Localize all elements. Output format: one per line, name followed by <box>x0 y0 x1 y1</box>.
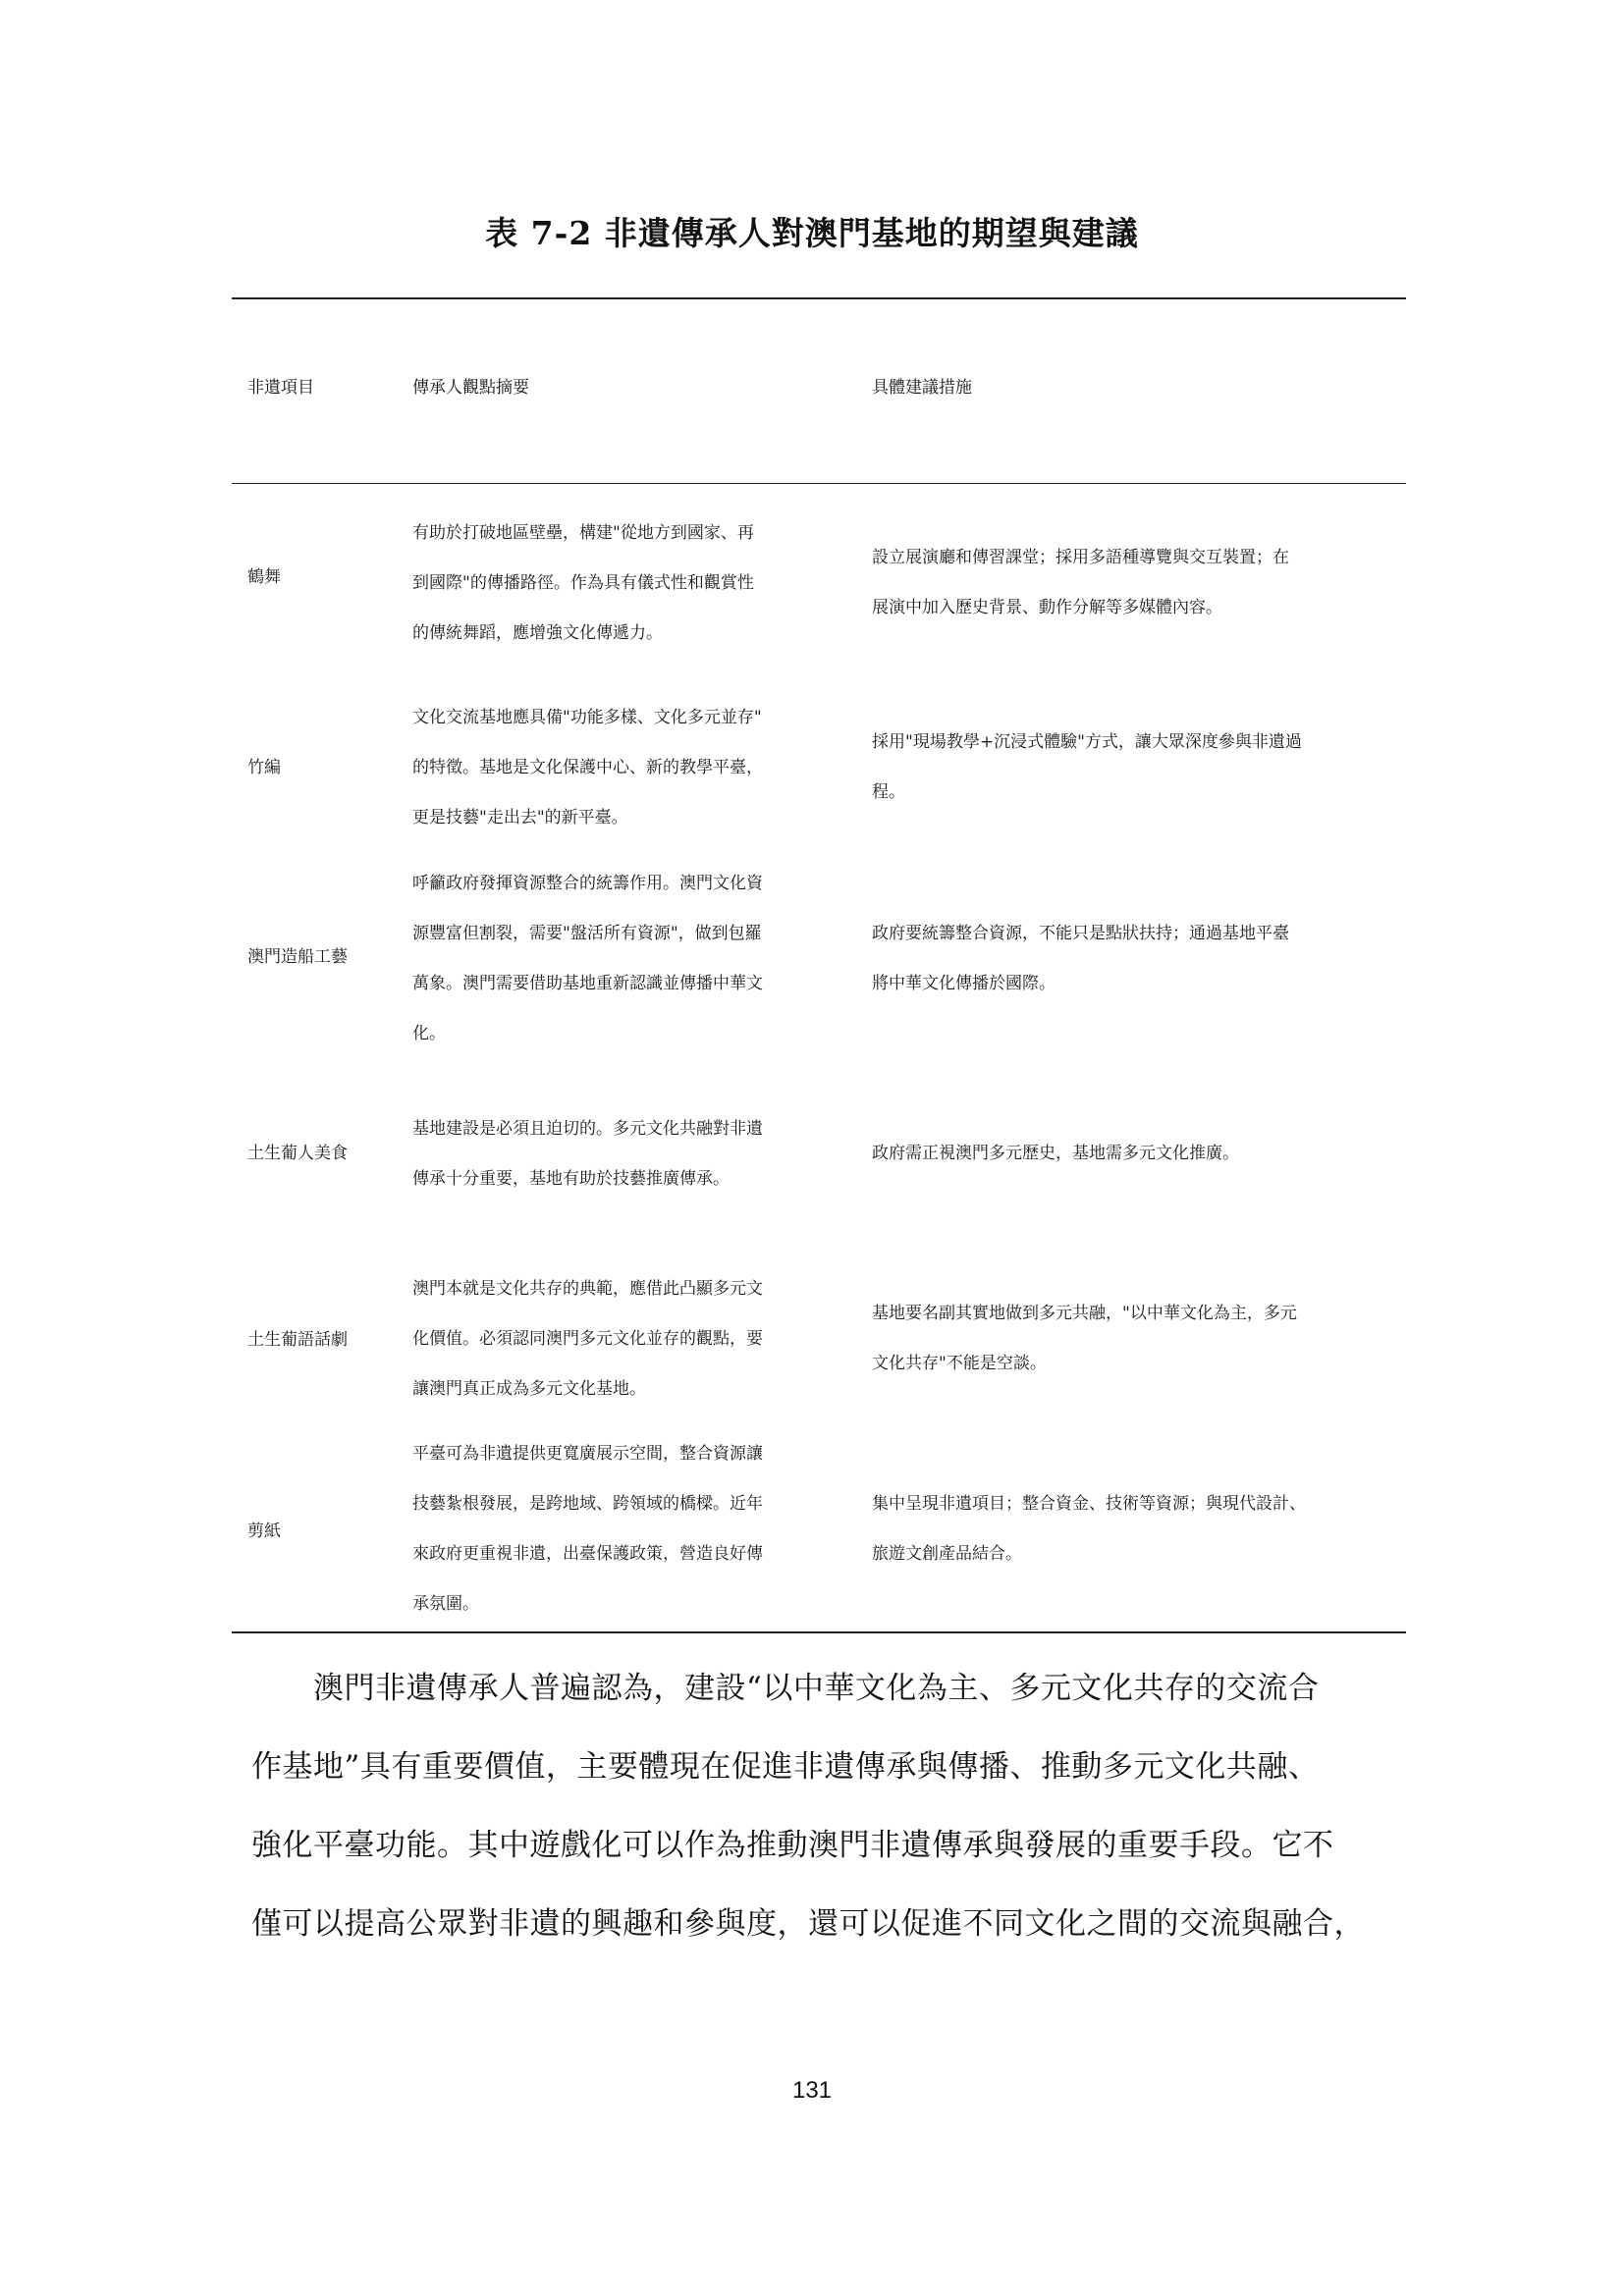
table-row-item <box>247 558 395 597</box>
cell-text: 政府要統籌整合資源，不能只是點狀扶持；通過基地平臺 <box>872 924 1289 943</box>
table-row-summary <box>412 1264 854 1415</box>
cell-text: 讓澳門真正成為多元文化基地。 <box>412 1379 646 1399</box>
table-row-measures <box>872 1129 1402 1179</box>
table-top-rule <box>232 297 1406 299</box>
cell-text: 澳門本就是文化共存的典範，應借此凸顯多元文 <box>412 1279 763 1299</box>
cell-text: 的傳統舞蹈，應增強文化傳遞力。 <box>412 623 663 643</box>
cell-text: 的特徵。基地是文化保護中心、新的教學平臺， <box>412 758 763 777</box>
cell-text: 設立展演廳和傳習課堂；採用多語種導覽與交互裝置；在 <box>872 548 1289 567</box>
paragraph-line: 強化平臺功能。其中遊戲化可以作為推動澳門非遺傳承與發展的重要手段。它不 <box>251 1828 1334 1863</box>
table-row-item <box>247 937 395 977</box>
page-number: 131 <box>791 2077 833 2104</box>
cell-text: 展演中加入歷史背景、動作分解等多媒體內容。 <box>872 598 1222 617</box>
table-row-measures <box>872 1289 1402 1389</box>
table-row-summary <box>412 859 854 1059</box>
cell-text: 源豐富但割裂，需要"盤活所有資源"，做到包羅 <box>412 924 762 943</box>
header-item: 非遺項目 <box>247 378 314 398</box>
cell-text: 化價值。必須認同澳門多元文化並存的觀點，要 <box>412 1329 763 1349</box>
cell-text: 更是技藝"走出去"的新平臺。 <box>412 808 628 828</box>
table-row-summary <box>412 508 854 659</box>
cell-text: 基地要名副其實地做到多元共融，"以中華文化為主，多元 <box>872 1304 1297 1323</box>
cell-text: 到國際"的傳播路徑。作為具有儀式性和觀賞性 <box>412 573 754 593</box>
cell-text: 澳門造船工藝 <box>247 947 348 967</box>
paragraph-line: 作基地”具有重要價值，主要體現在促進非遺傳承與傳播、推動多元文化共融、 <box>251 1749 1320 1785</box>
cell-text: 文化共存"不能是空談。 <box>872 1354 1047 1373</box>
paragraph-line: 澳門非遺傳承人普遍認為，建設“以中華文化為主、多元文化共存的交流合 <box>251 1671 1320 1706</box>
cell-text: 來政府更重視非遺，出臺保護政策，營造良好傳 <box>412 1544 763 1564</box>
cell-text: 旅遊文創產品結合。 <box>872 1544 1022 1564</box>
cell-text: 程。 <box>872 782 905 802</box>
cell-text: 文化交流基地應具備"功能多樣、文化多元並存" <box>412 708 762 727</box>
table-row-summary <box>412 1104 854 1204</box>
cell-text: 基地建設是必須且迫切的。多元文化共融對非遺 <box>412 1119 763 1139</box>
table-row-item <box>247 1134 395 1173</box>
cell-text: 鶴舞 <box>247 567 281 587</box>
cell-text: 集中呈現非遺項目；整合資金、技術等資源；與現代設計、 <box>872 1494 1306 1514</box>
paragraph-line: 僅可以提高公眾對非遺的興趣和參與度，還可以促進不同文化之間的交流與融合， <box>251 1906 1365 1942</box>
table-title: 表 7-2 非遺傳承人對澳門基地的期望與建議 <box>485 214 1139 252</box>
table-row-summary <box>412 1429 854 1629</box>
table-row-item <box>247 1512 395 1551</box>
table-header-rule <box>232 483 1406 484</box>
header-summary: 傳承人觀點摘要 <box>412 378 529 398</box>
cell-text: 竹編 <box>247 758 281 777</box>
cell-text: 呼籲政府發揮資源整合的統籌作用。澳門文化資 <box>412 874 763 893</box>
body-paragraph <box>251 1649 1392 1963</box>
cell-text: 萬象。澳門需要借助基地重新認識並傳播中華文 <box>412 974 763 993</box>
cell-text: 有助於打破地區壁壘，構建"從地方到國家、再 <box>412 523 754 543</box>
table-row-measures <box>872 1479 1402 1579</box>
cell-text: 土生葡人美食 <box>247 1144 348 1163</box>
table-row-summary <box>412 693 854 843</box>
table-row-measures <box>872 718 1402 818</box>
cell-text: 傳承十分重要，基地有助於技藝推廣傳承。 <box>412 1169 730 1189</box>
cell-text: 化。 <box>412 1024 446 1043</box>
cell-text: 土生葡語話劇 <box>247 1330 348 1350</box>
table-row-item <box>247 748 395 787</box>
table-bottom-rule <box>232 1631 1406 1633</box>
table-row-item <box>247 1320 395 1360</box>
cell-text: 將中華文化傳播於國際。 <box>872 974 1056 993</box>
cell-text: 承氛圍。 <box>412 1594 479 1614</box>
table-row-measures <box>872 909 1402 1009</box>
header-measures: 具體建議措施 <box>872 378 972 398</box>
cell-text: 採用"現場教學+沉浸式體驗"方式，讓大眾深度參與非遺過 <box>872 732 1302 752</box>
cell-text: 政府需正視澳門多元歷史，基地需多元文化推廣。 <box>872 1144 1239 1163</box>
cell-text: 技藝紮根發展，是跨地域、跨領域的橋樑。近年 <box>412 1494 763 1514</box>
table-row-measures <box>872 533 1402 633</box>
cell-text: 剪紙 <box>247 1522 281 1541</box>
cell-text: 平臺可為非遺提供更寬廣展示空間，整合資源讓 <box>412 1444 763 1464</box>
